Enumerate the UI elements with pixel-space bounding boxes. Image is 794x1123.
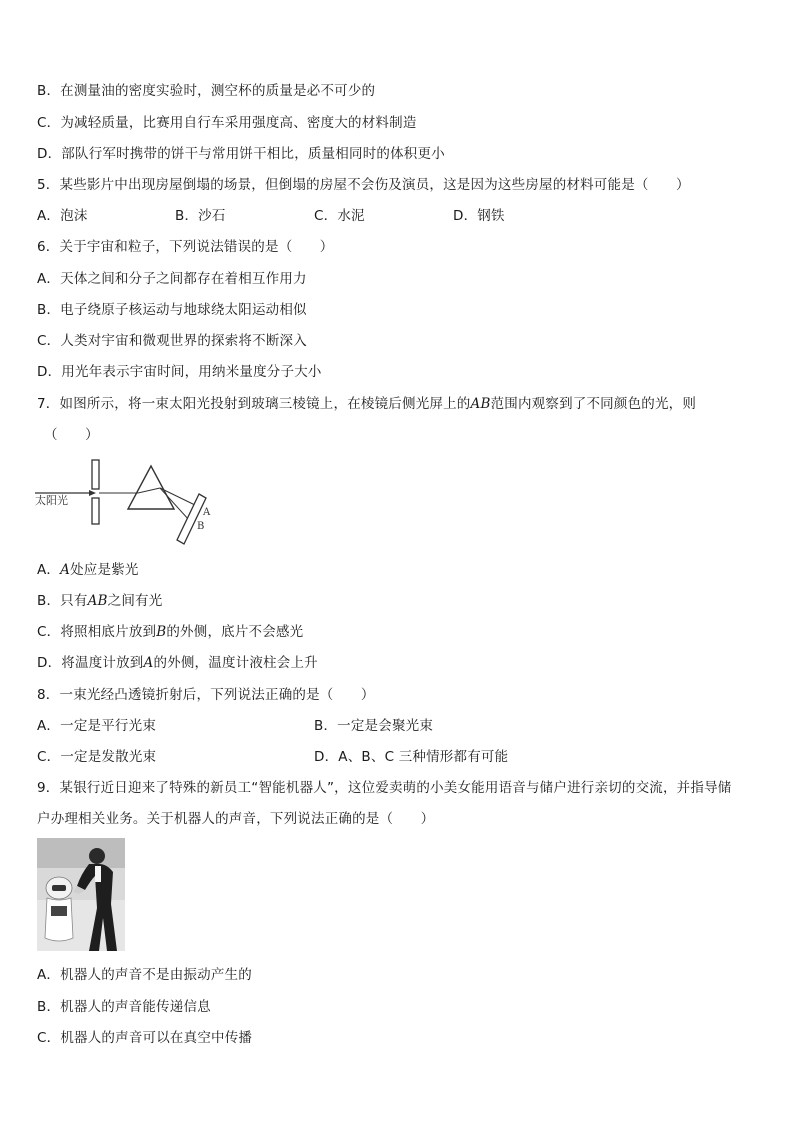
q9-option-b: B．机器人的声音能传递信息 — [37, 999, 211, 1015]
q7-option-a: A．A处应是紫光 — [37, 562, 139, 578]
arrow-head-icon — [89, 490, 96, 496]
glass-prism — [128, 466, 174, 509]
q7-answer-paren: （ ） — [44, 427, 99, 443]
q6-option-a: A．天体之间和分子之间都存在着相互作用力 — [37, 271, 307, 287]
slit-lower-plate — [92, 498, 99, 524]
question-8: 8．一束光经凸透镜折射后，下列说法正确的是（ ） — [37, 687, 375, 703]
q7-option-d: D．将温度计放到A的外侧，温度计液柱会上升 — [37, 655, 318, 671]
q5-option-a: A．泡沫 — [37, 208, 88, 224]
robot-body — [45, 898, 73, 941]
q6-option-d: D．用光年表示宇宙时间，用纳米量度分子大小 — [37, 364, 322, 380]
q4-option-d: D．部队行军时携带的饼干与常用饼干相比，质量相同时的体积更小 — [37, 146, 445, 162]
q8-option-d: D．A、B、C 三种情形都有可能 — [314, 749, 509, 765]
q4-option-b: B．在测量油的密度实验时，测空杯的质量是必不可少的 — [37, 83, 376, 99]
q5-option-c: C．水泥 — [314, 208, 365, 224]
question-5: 5．某些影片中出现房屋倒塌的场景，但倒塌的房屋不会伤及演员，这是因为这些房屋的材料可能是（ ） — [37, 177, 690, 193]
prism-diagram — [35, 458, 225, 548]
q7-text-end: 范围内观察到了不同颜色的光，则 — [490, 396, 697, 412]
q8-option-c: C．一定是发散光束 — [37, 749, 157, 765]
question-6: 6．关于宇宙和粒子，下列说法错误的是（ ） — [37, 239, 334, 255]
q7-text-start: 7．如图所示，将一束太阳光投射到玻璃三棱镜上，在棱镜后侧光屏上的 — [37, 396, 471, 412]
screen-label-a: A — [203, 507, 211, 518]
q4-option-c: C．为减轻质量，比赛用自行车采用强度高、密度大的材料制造 — [37, 115, 417, 131]
q7-option-b: B．只有AB之间有光 — [37, 593, 163, 609]
person-shirt — [95, 866, 101, 882]
q5-option-d: D．钢铁 — [453, 208, 505, 224]
q8-option-b: B．一定是会聚光束 — [314, 718, 434, 734]
question-9-line-2: 户办理相关业务。关于机器人的声音，下列说法正确的是（ ） — [37, 811, 435, 827]
person-head — [89, 848, 105, 864]
dispersed-ray-a — [160, 488, 197, 506]
photo-backdrop — [37, 838, 125, 868]
screen-label-b: B — [197, 521, 205, 532]
light-screen — [177, 494, 206, 544]
slit-upper-plate — [92, 460, 99, 489]
refracted-ray-inner — [138, 488, 160, 493]
q6-option-b: B．电子绕原子核运动与地球绕太阳运动相似 — [37, 302, 307, 318]
q5-option-b: B．沙石 — [175, 208, 226, 224]
robot-screen — [51, 906, 67, 916]
question-9-line-1: 9．某银行近日迎来了特殊的新员工“智能机器人”，这位爱卖萌的小美女能用语音与储户进行亲切的交流，并指导储 — [37, 780, 732, 796]
robot-face — [52, 885, 66, 891]
q9-option-c: C．机器人的声音可以在真空中传播 — [37, 1030, 253, 1046]
q6-option-c: C．人类对宇宙和微观世界的探索将不断深入 — [37, 333, 307, 349]
q8-option-a: A．一定是平行光束 — [37, 718, 157, 734]
sunlight-label: 太阳光 — [35, 494, 68, 507]
q7-ab-var: AB — [470, 396, 491, 412]
q7-option-c: C．将照相底片放到B的外侧，底片不会感光 — [37, 624, 304, 640]
question-7 — [37, 394, 696, 414]
robot-photo — [37, 838, 125, 951]
dispersed-ray-b — [160, 488, 189, 520]
q9-option-a: A．机器人的声音不是由振动产生的 — [37, 967, 252, 983]
